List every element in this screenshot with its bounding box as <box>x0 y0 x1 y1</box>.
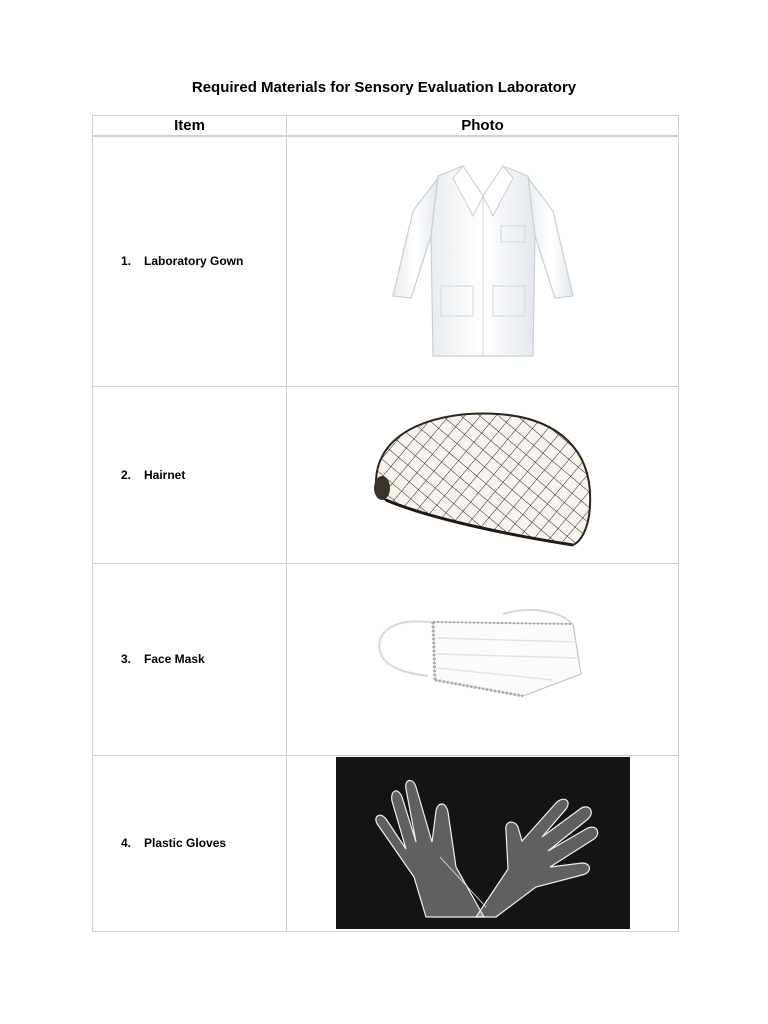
item-number: 2. <box>121 467 132 482</box>
item-cell <box>93 386 287 563</box>
photo-cell <box>287 563 679 755</box>
item-label: Face Mask <box>144 652 205 666</box>
item-label: Hairnet <box>144 467 186 482</box>
item-label: Plastic Gloves <box>144 836 227 850</box>
materials-table <box>92 115 679 932</box>
photo-cell <box>287 136 679 386</box>
header-row <box>93 116 679 137</box>
table-row <box>93 136 679 386</box>
plastic-gloves-icon <box>336 757 630 929</box>
hairnet-icon <box>368 400 598 550</box>
item-number: 1. <box>121 254 132 269</box>
table-row <box>93 755 679 931</box>
header-item: Item <box>93 116 287 137</box>
lab-gown-icon <box>383 156 583 366</box>
photo-cell <box>287 755 679 931</box>
item-label: Laboratory Gown <box>144 254 244 269</box>
item-number: 4. <box>121 836 132 850</box>
header-photo: Photo <box>287 116 679 137</box>
face-mask-icon <box>373 604 593 714</box>
item-cell <box>93 136 287 386</box>
table-row <box>93 386 679 563</box>
item-cell <box>93 755 287 931</box>
item-cell <box>93 563 287 755</box>
page-title: Required Materials for Sensory Evaluation Laboratory <box>191 79 577 96</box>
photo-cell <box>287 386 679 563</box>
item-number: 3. <box>121 652 132 666</box>
table-row <box>93 563 679 755</box>
